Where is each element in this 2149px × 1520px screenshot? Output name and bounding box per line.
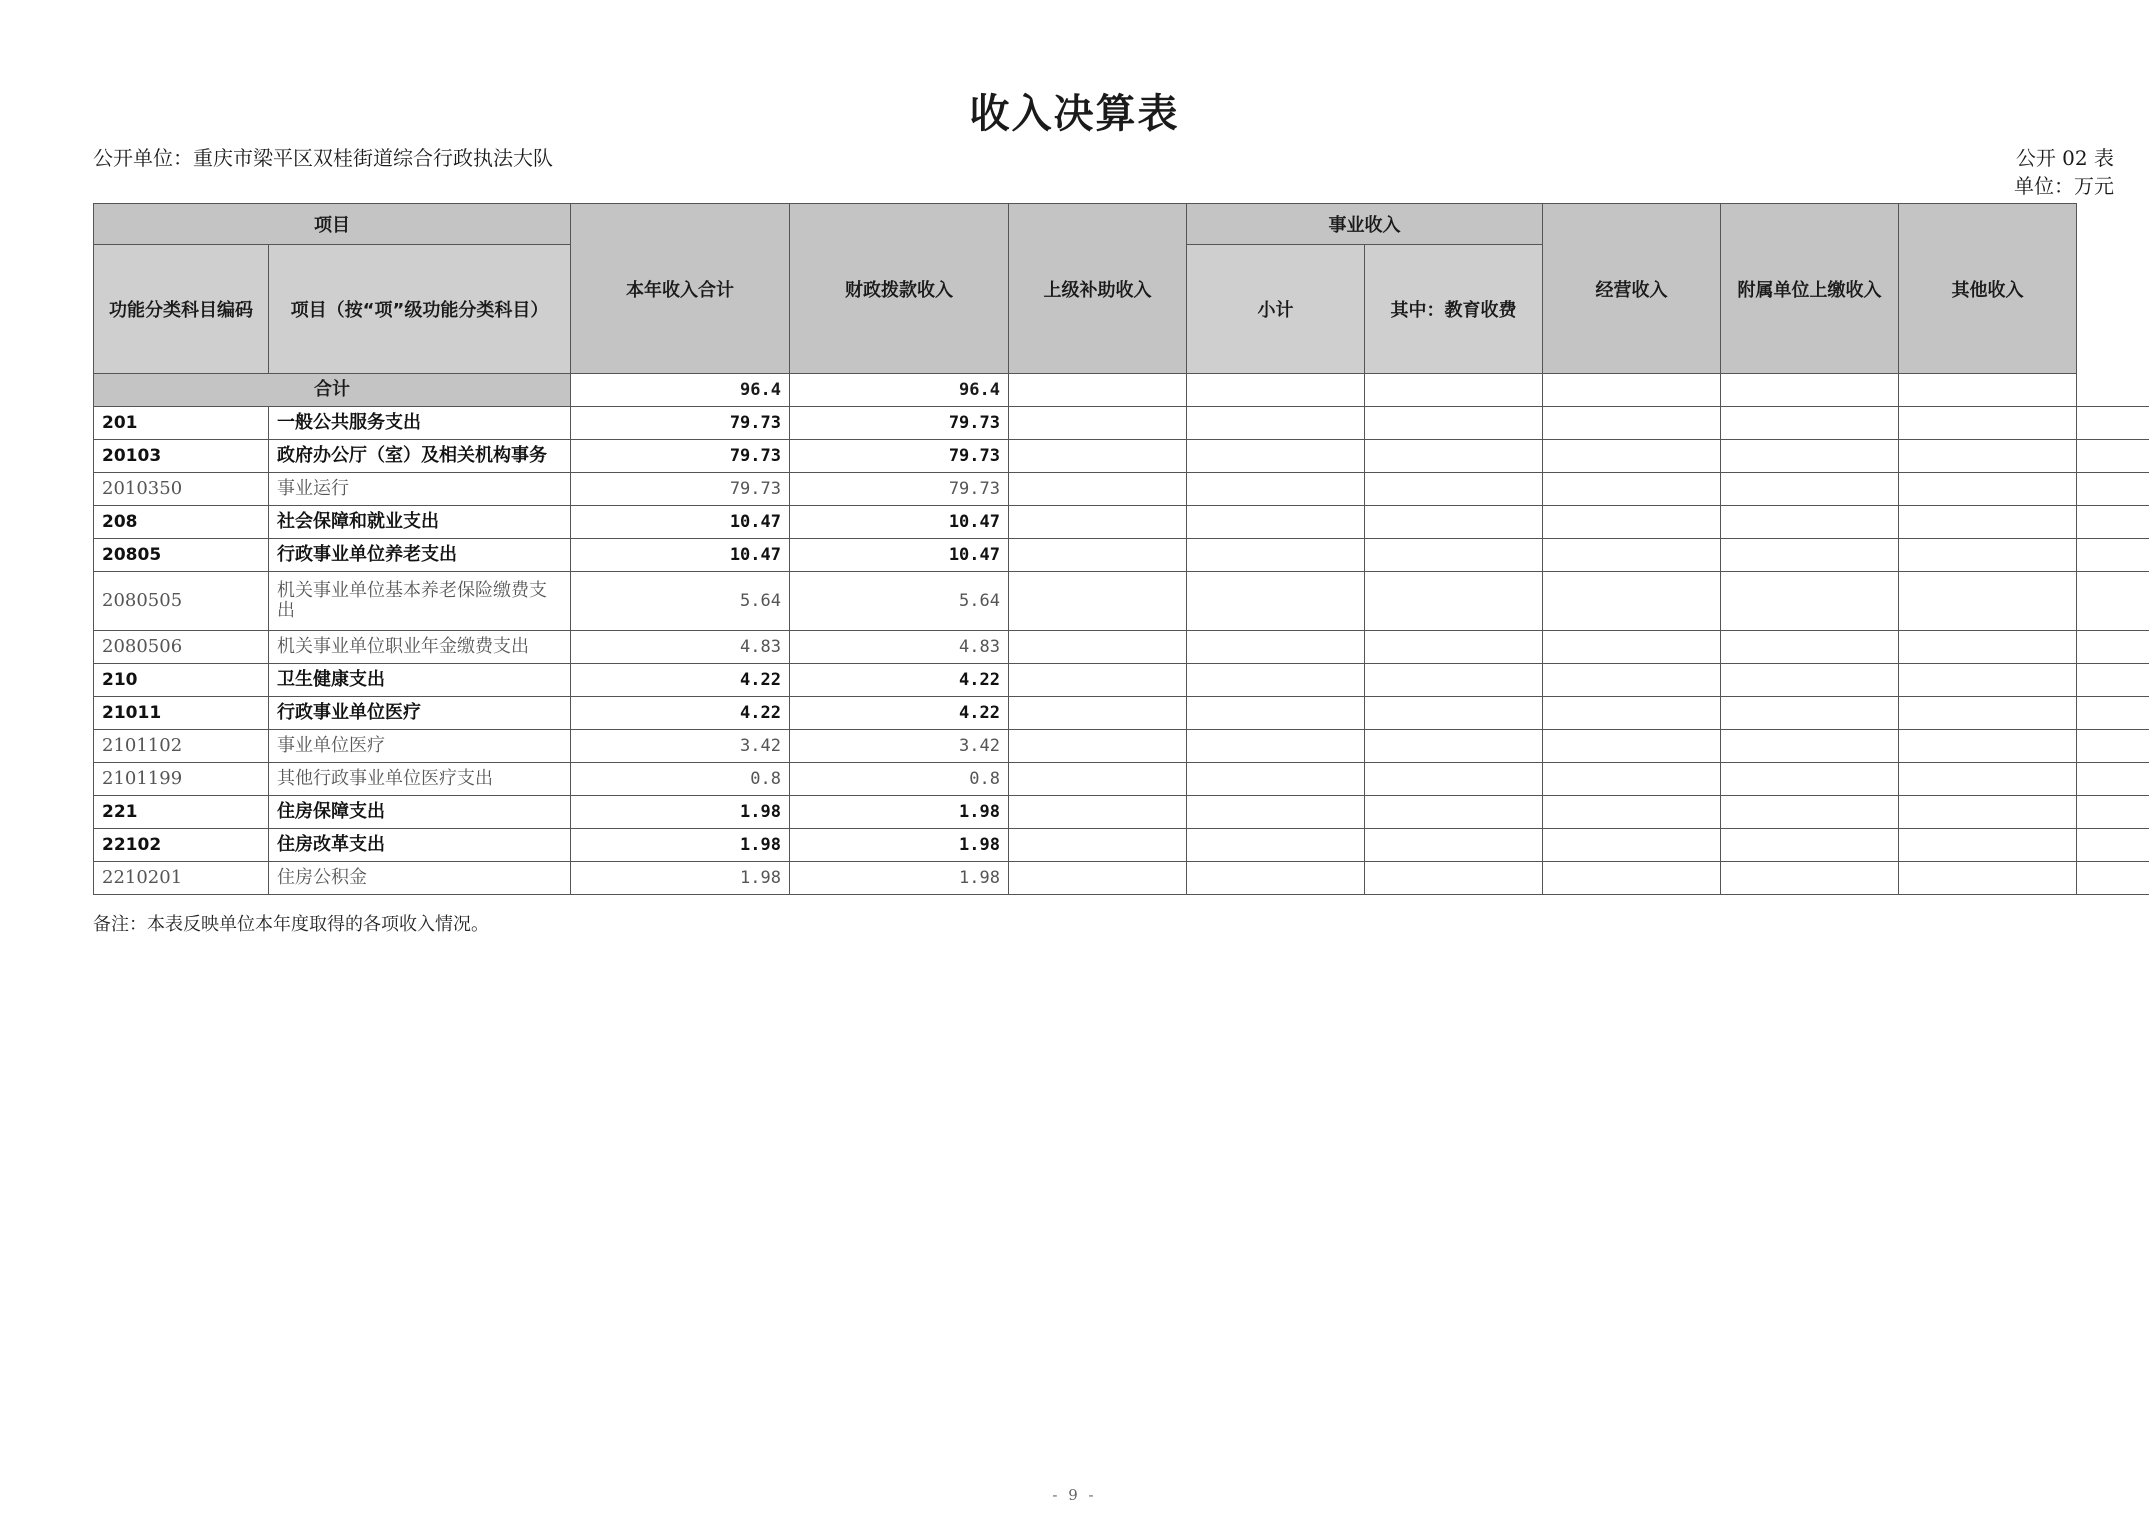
table-row — [94, 631, 2149, 664]
func-code-cell: 2010350 — [94, 473, 269, 506]
empty-cell — [1009, 473, 1187, 506]
empty-cell — [1543, 631, 1721, 664]
empty-cell — [1721, 763, 1899, 796]
form-code: 公开 02 表 — [2015, 146, 2114, 170]
empty-cell — [1899, 664, 2077, 697]
empty-cell — [1187, 506, 1365, 539]
table-row — [94, 697, 2149, 730]
func-code-cell: 2101199 — [94, 763, 269, 796]
empty-cell — [1543, 473, 1721, 506]
empty-cell — [1009, 796, 1187, 829]
empty-cell — [1543, 829, 1721, 862]
empty-cell — [1721, 473, 1899, 506]
empty-cell — [1009, 697, 1187, 730]
func-code-cell: 221 — [94, 796, 269, 829]
empty-cell — [1187, 730, 1365, 763]
fiscal-cell: 10.47 — [790, 539, 1009, 572]
fiscal-cell: 1.98 — [790, 862, 1009, 895]
total-income-cell: 0.8 — [571, 763, 790, 796]
empty-cell — [1187, 440, 1365, 473]
empty-cell — [1899, 539, 2077, 572]
total-income-cell: 4.83 — [571, 631, 790, 664]
empty-cell — [1365, 506, 1543, 539]
empty-cell — [1187, 572, 1365, 631]
empty-cell — [2077, 697, 2149, 730]
fiscal-cell: 4.22 — [790, 697, 1009, 730]
empty-cell — [1187, 664, 1365, 697]
func-name-cell: 政府办公厅（室）及相关机构事务 — [269, 440, 571, 473]
func-code-cell: 2101102 — [94, 730, 269, 763]
func-name-cell: 住房保障支出 — [269, 796, 571, 829]
empty-cell — [1009, 631, 1187, 664]
empty-cell — [1543, 539, 1721, 572]
total-income-cell: 1.98 — [571, 862, 790, 895]
empty-cell — [1721, 664, 1899, 697]
empty-cell — [1009, 440, 1187, 473]
header-business-income: 事业收入 — [1187, 204, 1543, 245]
empty-cell — [1187, 829, 1365, 862]
total-income-cell: 79.73 — [571, 473, 790, 506]
empty-cell — [1721, 631, 1899, 664]
empty-cell — [1721, 506, 1899, 539]
empty-cell — [1009, 664, 1187, 697]
empty-cell — [1899, 572, 2077, 631]
footnote: 备注：本表反映单位本年度取得的各项收入情况。 — [93, 914, 489, 935]
empty-cell — [1365, 374, 1543, 407]
func-code-cell: 2210201 — [94, 862, 269, 895]
func-code-cell: 208 — [94, 506, 269, 539]
fiscal-cell: 10.47 — [790, 506, 1009, 539]
func-name-cell: 其他行政事业单位医疗支出 — [269, 763, 571, 796]
empty-cell — [1009, 730, 1187, 763]
empty-cell — [1187, 763, 1365, 796]
empty-cell — [2077, 862, 2149, 895]
empty-cell — [1365, 796, 1543, 829]
total-row — [94, 374, 2149, 407]
empty-cell — [1899, 697, 2077, 730]
empty-cell — [1187, 473, 1365, 506]
empty-cell — [2077, 829, 2149, 862]
total-income-cell: 1.98 — [571, 829, 790, 862]
empty-cell — [2077, 631, 2149, 664]
empty-cell — [1899, 473, 2077, 506]
empty-cell — [1187, 796, 1365, 829]
empty-cell — [1543, 374, 1721, 407]
empty-cell — [1899, 862, 2077, 895]
empty-cell — [2077, 506, 2149, 539]
empty-cell — [1365, 572, 1543, 631]
empty-cell — [1721, 829, 1899, 862]
empty-cell — [2077, 407, 2149, 440]
empty-cell — [1009, 374, 1187, 407]
func-name-cell: 一般公共服务支出 — [269, 407, 571, 440]
fiscal-cell: 79.73 — [790, 440, 1009, 473]
header-subtotal: 小计 — [1187, 245, 1365, 374]
empty-cell — [1365, 631, 1543, 664]
total-income-value: 96.4 — [571, 374, 790, 407]
total-label: 合计 — [94, 374, 571, 407]
total-income-cell: 4.22 — [571, 697, 790, 730]
empty-cell — [1721, 862, 1899, 895]
header-func-code: 功能分类科目编码 — [94, 245, 269, 374]
empty-cell — [2077, 664, 2149, 697]
header-other: 其他收入 — [1899, 204, 2077, 374]
empty-cell — [1187, 631, 1365, 664]
fiscal-cell: 3.42 — [790, 730, 1009, 763]
empty-cell — [2077, 440, 2149, 473]
table-row — [94, 796, 2149, 829]
empty-cell — [1365, 730, 1543, 763]
empty-cell — [1009, 572, 1187, 631]
empty-cell — [1543, 506, 1721, 539]
empty-cell — [1187, 697, 1365, 730]
empty-cell — [1899, 763, 2077, 796]
empty-cell — [1899, 631, 2077, 664]
empty-cell — [2077, 539, 2149, 572]
empty-cell — [1899, 730, 2077, 763]
header-right — [2014, 144, 2114, 200]
empty-cell — [1009, 539, 1187, 572]
empty-cell — [1187, 407, 1365, 440]
empty-cell — [2077, 763, 2149, 796]
empty-cell — [1009, 506, 1187, 539]
total-income-cell: 79.73 — [571, 440, 790, 473]
empty-cell — [1543, 730, 1721, 763]
func-name-cell: 机关事业单位职业年金缴费支出 — [269, 631, 571, 664]
fiscal-cell: 79.73 — [790, 407, 1009, 440]
empty-cell — [1899, 829, 2077, 862]
empty-cell — [2077, 796, 2149, 829]
func-code-cell: 2080505 — [94, 572, 269, 631]
total-income-cell: 1.98 — [571, 796, 790, 829]
empty-cell — [1365, 697, 1543, 730]
empty-cell — [1899, 407, 2077, 440]
total-income-cell: 10.47 — [571, 506, 790, 539]
empty-cell — [1009, 763, 1187, 796]
header-total-income: 本年收入合计 — [571, 204, 790, 374]
table-row — [94, 829, 2149, 862]
fiscal-cell: 1.98 — [790, 796, 1009, 829]
empty-cell — [1721, 407, 1899, 440]
empty-cell — [1009, 829, 1187, 862]
header-project: 项目 — [94, 204, 571, 245]
total-fiscal-value: 96.4 — [790, 374, 1009, 407]
income-final-accounts-table — [93, 203, 2149, 895]
empty-cell — [1543, 407, 1721, 440]
header-education-fee: 其中：教育收费 — [1365, 245, 1543, 374]
empty-cell — [1365, 473, 1543, 506]
empty-cell — [1187, 374, 1365, 407]
empty-cell — [2077, 473, 2149, 506]
table-row — [94, 407, 2149, 440]
func-name-cell: 住房改革支出 — [269, 829, 571, 862]
empty-cell — [1899, 440, 2077, 473]
empty-cell — [1365, 664, 1543, 697]
func-code-cell: 21011 — [94, 697, 269, 730]
fiscal-cell: 79.73 — [790, 473, 1009, 506]
empty-cell — [2077, 572, 2149, 631]
func-name-cell: 事业运行 — [269, 473, 571, 506]
func-name-cell: 社会保障和就业支出 — [269, 506, 571, 539]
empty-cell — [1009, 862, 1187, 895]
fiscal-cell: 4.83 — [790, 631, 1009, 664]
total-income-cell: 10.47 — [571, 539, 790, 572]
page-title: 收入决算表 — [969, 91, 1180, 137]
empty-cell — [1365, 407, 1543, 440]
func-code-cell: 20805 — [94, 539, 269, 572]
header-func-name: 项目（按“项”级功能分类科目） — [269, 245, 571, 374]
empty-cell — [1543, 862, 1721, 895]
empty-cell — [1721, 539, 1899, 572]
table-row — [94, 506, 2149, 539]
table-row — [94, 664, 2149, 697]
empty-cell — [1899, 796, 2077, 829]
disclosure-unit: 公开单位：重庆市梁平区双桂街道综合行政执法大队 — [93, 146, 553, 170]
func-code-cell: 2080506 — [94, 631, 269, 664]
func-code-cell: 22102 — [94, 829, 269, 862]
empty-cell — [1543, 697, 1721, 730]
func-code-cell: 210 — [94, 664, 269, 697]
func-code-cell: 201 — [94, 407, 269, 440]
total-income-cell: 79.73 — [571, 407, 790, 440]
total-income-cell: 5.64 — [571, 572, 790, 631]
func-code-cell: 20103 — [94, 440, 269, 473]
empty-cell — [1365, 539, 1543, 572]
func-name-cell: 行政事业单位医疗 — [269, 697, 571, 730]
header-affiliated: 附属单位上缴收入 — [1721, 204, 1899, 374]
table-row — [94, 763, 2149, 796]
empty-cell — [1721, 796, 1899, 829]
header-operating: 经营收入 — [1543, 204, 1721, 374]
empty-cell — [2077, 730, 2149, 763]
fiscal-cell: 4.22 — [790, 664, 1009, 697]
empty-cell — [1721, 572, 1899, 631]
func-name-cell: 卫生健康支出 — [269, 664, 571, 697]
empty-cell — [1543, 572, 1721, 631]
empty-cell — [1721, 697, 1899, 730]
total-income-cell: 4.22 — [571, 664, 790, 697]
table-row — [94, 862, 2149, 895]
empty-cell — [1187, 862, 1365, 895]
fiscal-cell: 1.98 — [790, 829, 1009, 862]
empty-cell — [1187, 539, 1365, 572]
empty-cell — [1365, 829, 1543, 862]
empty-cell — [1543, 440, 1721, 473]
fiscal-cell: 5.64 — [790, 572, 1009, 631]
empty-cell — [1365, 763, 1543, 796]
empty-cell — [1543, 664, 1721, 697]
fiscal-cell: 0.8 — [790, 763, 1009, 796]
table-row — [94, 440, 2149, 473]
header-fiscal: 财政拨款收入 — [790, 204, 1009, 374]
table-row — [94, 730, 2149, 763]
total-income-cell: 3.42 — [571, 730, 790, 763]
empty-cell — [1543, 796, 1721, 829]
empty-cell — [1365, 440, 1543, 473]
empty-cell — [1543, 763, 1721, 796]
func-name-cell: 行政事业单位养老支出 — [269, 539, 571, 572]
empty-cell — [1365, 862, 1543, 895]
empty-cell — [1009, 407, 1187, 440]
func-name-cell: 住房公积金 — [269, 862, 571, 895]
table-row — [94, 539, 2149, 572]
func-name-cell: 机关事业单位基本养老保险缴费支出 — [269, 572, 571, 631]
currency-unit: 单位：万元 — [2014, 174, 2114, 198]
empty-cell — [1721, 730, 1899, 763]
page-number: - 9 - — [1052, 1486, 1097, 1504]
header-superior-subsidy: 上级补助收入 — [1009, 204, 1187, 374]
empty-cell — [1721, 374, 1899, 407]
empty-cell — [1899, 374, 2077, 407]
table-row — [94, 572, 2149, 631]
table-row — [94, 473, 2149, 506]
func-name-cell: 事业单位医疗 — [269, 730, 571, 763]
empty-cell — [1721, 440, 1899, 473]
empty-cell — [1899, 506, 2077, 539]
